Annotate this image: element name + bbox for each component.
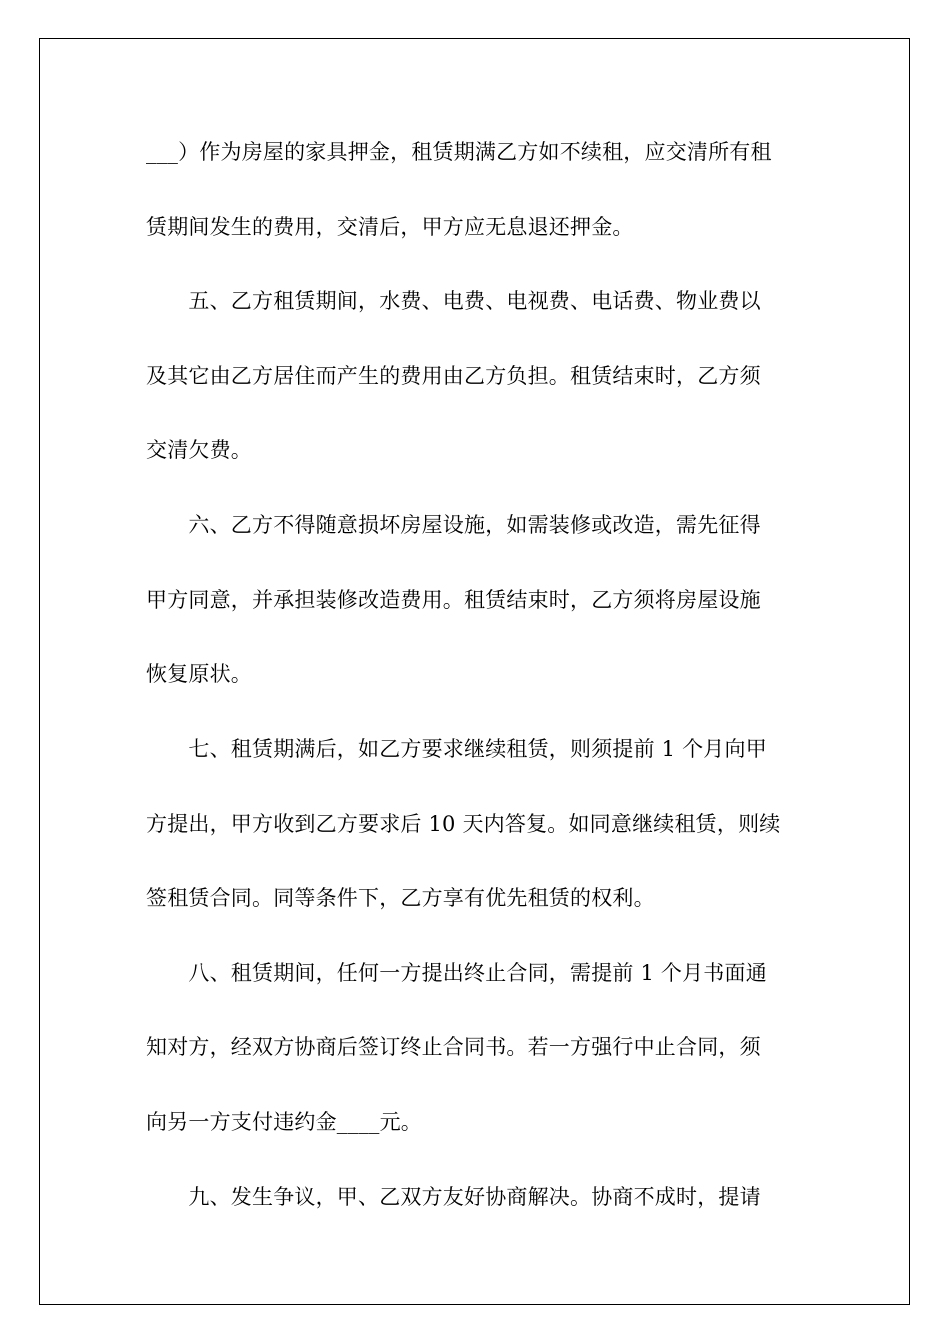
text-line: 恢复原状。 <box>146 662 252 686</box>
text-line: 知对方，经双方协商后签订终止合同书。若一方强行中止合同，须 <box>146 1035 761 1059</box>
text-line: 七、租赁期满后，如乙方要求继续租赁，则须提前 1 个月向甲 <box>146 737 767 761</box>
text-line: 八、租赁期间，任何一方提出终止合同，需提前 1 个月书面通 <box>146 961 767 985</box>
text-line: 九、发生争议，甲、乙双方友好协商解决。协商不成时，提请 <box>146 1185 761 1209</box>
text-line: 签租赁合同。同等条件下，乙方享有优先租赁的权利。 <box>146 886 655 910</box>
text-line: 向另一方支付违约金____元。 <box>146 1110 422 1134</box>
text-line: 五、乙方租赁期间，水费、电费、电视费、电话费、物业费以 <box>146 289 761 313</box>
text-line: 甲方同意，并承担装修改造费用。租赁结束时，乙方须将房屋设施 <box>146 588 761 612</box>
text-line: 及其它由乙方居住而产生的费用由乙方负担。租赁结束时，乙方须 <box>146 364 761 388</box>
text-line: 方提出，甲方收到乙方要求后 10 天内答复。如同意继续租赁，则续 <box>146 812 781 836</box>
text-line: 六、乙方不得随意损坏房屋设施，如需装修或改造，需先征得 <box>146 513 761 537</box>
text-line: 赁期间发生的费用，交清后，甲方应无息退还押金。 <box>146 215 634 239</box>
text-line: 交清欠费。 <box>146 438 252 462</box>
text-line: ___）作为房屋的家具押金，租赁期满乙方如不续租，应交清所有租 <box>146 140 772 164</box>
